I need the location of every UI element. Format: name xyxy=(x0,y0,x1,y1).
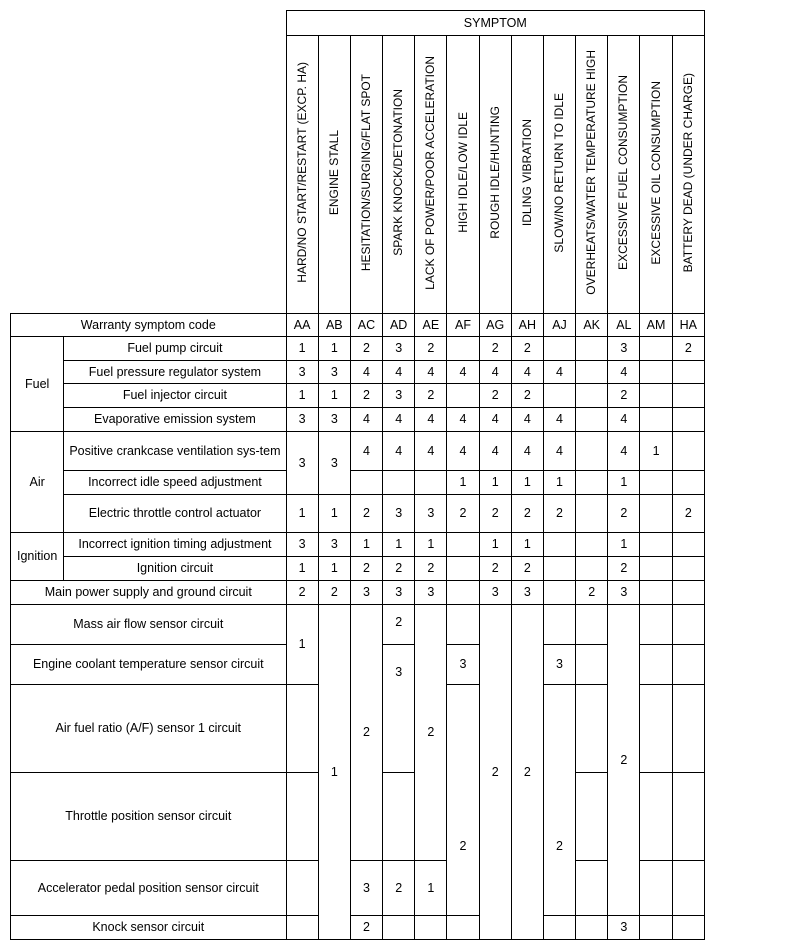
value-cell: 1 xyxy=(415,533,447,557)
value-cell: 2 xyxy=(543,685,575,916)
code-cell: AJ xyxy=(543,314,575,337)
row-label: Knock sensor circuit xyxy=(11,916,287,940)
value-cell: 4 xyxy=(415,361,447,384)
value-cell: 4 xyxy=(350,361,382,384)
code-cell: AA xyxy=(286,314,318,337)
code-cell: AK xyxy=(576,314,608,337)
value-cell xyxy=(640,337,672,361)
value-cell: 1 xyxy=(640,432,672,471)
value-cell xyxy=(350,471,382,495)
table-row xyxy=(11,471,705,495)
value-cell: 1 xyxy=(318,557,350,581)
value-cell xyxy=(640,861,672,916)
value-cell: 3 xyxy=(350,581,382,605)
value-cell xyxy=(672,557,704,581)
value-cell: 4 xyxy=(447,432,479,471)
value-cell xyxy=(576,337,608,361)
value-cell: 4 xyxy=(350,408,382,432)
value-cell xyxy=(576,685,608,773)
row-label: Incorrect idle speed adjustment xyxy=(64,471,286,495)
value-cell xyxy=(543,533,575,557)
value-cell xyxy=(286,773,318,861)
value-cell: 4 xyxy=(543,408,575,432)
value-cell: 3 xyxy=(415,581,447,605)
value-cell xyxy=(672,773,704,861)
code-cell: AE xyxy=(415,314,447,337)
value-cell xyxy=(543,557,575,581)
table-row xyxy=(11,557,705,581)
value-cell xyxy=(576,408,608,432)
value-cell xyxy=(415,916,447,940)
value-cell xyxy=(576,645,608,685)
value-cell: 3 xyxy=(318,361,350,384)
table-row xyxy=(11,337,705,361)
value-cell: 3 xyxy=(511,581,543,605)
row-label: Air fuel ratio (A/F) sensor 1 circuit xyxy=(11,685,287,773)
value-cell xyxy=(543,337,575,361)
value-cell: 3 xyxy=(479,581,511,605)
value-cell xyxy=(576,361,608,384)
value-cell: 3 xyxy=(447,645,479,685)
col-header-ah: IDLING VIBRATION xyxy=(511,36,543,314)
value-cell: 2 xyxy=(415,384,447,408)
value-cell xyxy=(672,408,704,432)
group-label-fuel: Fuel xyxy=(11,337,64,432)
value-cell xyxy=(640,605,672,645)
code-cell: AB xyxy=(318,314,350,337)
value-cell: 1 xyxy=(286,384,318,408)
value-cell: 4 xyxy=(415,408,447,432)
value-cell: 2 xyxy=(415,557,447,581)
value-cell: 1 xyxy=(286,605,318,685)
code-cell: AH xyxy=(511,314,543,337)
value-cell: 3 xyxy=(608,581,640,605)
value-cell xyxy=(640,773,672,861)
value-cell xyxy=(576,861,608,916)
value-cell: 2 xyxy=(672,495,704,533)
value-cell: 4 xyxy=(511,432,543,471)
code-cell: AF xyxy=(447,314,479,337)
value-cell xyxy=(672,384,704,408)
table-row xyxy=(11,581,705,605)
row-label: Incorrect ignition timing adjustment xyxy=(64,533,286,557)
col-header-af: HIGH IDLE/LOW IDLE xyxy=(447,36,479,314)
value-cell: 2 xyxy=(608,557,640,581)
value-cell: 3 xyxy=(350,861,382,916)
group-label-ignition: Ignition xyxy=(11,533,64,581)
value-cell: 4 xyxy=(511,361,543,384)
value-cell: 3 xyxy=(318,533,350,557)
value-cell: 2 xyxy=(511,605,543,940)
code-cell: AG xyxy=(479,314,511,337)
col-header-ak: OVERHEATS/WATER TEMPERATURE HIGH xyxy=(576,36,608,314)
value-cell: 3 xyxy=(415,495,447,533)
value-cell: 1 xyxy=(286,495,318,533)
value-cell xyxy=(672,685,704,773)
value-cell xyxy=(576,605,608,645)
value-cell: 2 xyxy=(286,581,318,605)
value-cell: 3 xyxy=(286,361,318,384)
col-header-aj: SLOW/NO RETURN TO IDLE xyxy=(543,36,575,314)
value-cell xyxy=(383,916,415,940)
value-cell: 1 xyxy=(318,605,350,940)
value-cell: 2 xyxy=(608,605,640,916)
value-cell xyxy=(672,645,704,685)
value-cell xyxy=(447,533,479,557)
value-cell: 2 xyxy=(447,495,479,533)
value-cell xyxy=(447,337,479,361)
table-row xyxy=(11,495,705,533)
value-cell xyxy=(447,916,479,940)
value-cell: 2 xyxy=(543,495,575,533)
value-cell: 2 xyxy=(350,337,382,361)
group-label-air: Air xyxy=(11,432,64,533)
value-cell: 4 xyxy=(447,408,479,432)
col-header-ae: LACK OF POWER/POOR ACCELERATION xyxy=(415,36,447,314)
col-header-aa: HARD/NO START/RESTART (EXCP. HA) xyxy=(286,36,318,314)
value-cell: 1 xyxy=(318,384,350,408)
value-cell xyxy=(383,471,415,495)
value-cell: 3 xyxy=(608,337,640,361)
col-header-ac: HESITATION/SURGING/FLAT SPOT xyxy=(350,36,382,314)
value-cell xyxy=(383,773,415,861)
value-cell: 2 xyxy=(511,337,543,361)
value-cell: 2 xyxy=(383,861,415,916)
code-cell: AL xyxy=(608,314,640,337)
symptom-title: SYMPTOM xyxy=(286,11,704,36)
value-cell xyxy=(576,916,608,940)
table-row xyxy=(11,861,705,916)
value-cell xyxy=(672,861,704,916)
value-cell: 4 xyxy=(608,408,640,432)
value-cell: 2 xyxy=(415,337,447,361)
value-cell xyxy=(640,408,672,432)
value-cell: 4 xyxy=(543,432,575,471)
value-cell: 4 xyxy=(479,408,511,432)
value-cell xyxy=(640,384,672,408)
value-cell xyxy=(640,557,672,581)
table-row xyxy=(11,533,705,557)
col-header-am: EXCESSIVE OIL CONSUMPTION xyxy=(640,36,672,314)
row-label: Mass air flow sensor circuit xyxy=(11,605,287,645)
value-cell xyxy=(576,432,608,471)
value-cell: 2 xyxy=(350,384,382,408)
row-label: Main power supply and ground circuit xyxy=(11,581,287,605)
col-header-al: EXCESSIVE FUEL CONSUMPTION xyxy=(608,36,640,314)
row-label: Electric throttle control actuator xyxy=(64,495,286,533)
value-cell: 2 xyxy=(318,581,350,605)
value-cell xyxy=(576,557,608,581)
col-header-ag: ROUGH IDLE/HUNTING xyxy=(479,36,511,314)
value-cell xyxy=(543,916,575,940)
value-cell xyxy=(286,861,318,916)
value-cell: 1 xyxy=(479,471,511,495)
row-label: Evaporative emission system xyxy=(64,408,286,432)
value-cell xyxy=(286,916,318,940)
row-label: Fuel pump circuit xyxy=(64,337,286,361)
value-cell: 2 xyxy=(479,605,511,940)
value-cell: 4 xyxy=(383,361,415,384)
value-cell: 3 xyxy=(286,533,318,557)
warranty-code-row xyxy=(11,314,705,337)
value-cell: 2 xyxy=(383,605,415,645)
value-cell xyxy=(576,471,608,495)
value-cell: 3 xyxy=(286,408,318,432)
row-label: Positive crankcase ventilation sys-tem xyxy=(64,432,286,471)
value-cell: 1 xyxy=(479,533,511,557)
col-header-ab: ENGINE STALL xyxy=(318,36,350,314)
value-cell xyxy=(576,533,608,557)
value-cell: 3 xyxy=(383,581,415,605)
row-label: Throttle position sensor circuit xyxy=(11,773,287,861)
value-cell: 1 xyxy=(286,557,318,581)
code-cell: HA xyxy=(672,314,704,337)
value-cell: 4 xyxy=(350,432,382,471)
value-cell: 3 xyxy=(383,495,415,533)
value-cell: 2 xyxy=(350,916,382,940)
table-row xyxy=(11,605,705,645)
code-cell: AD xyxy=(383,314,415,337)
value-cell: 2 xyxy=(576,581,608,605)
value-cell: 3 xyxy=(383,337,415,361)
value-cell xyxy=(543,605,575,645)
value-cell: 2 xyxy=(479,337,511,361)
value-cell: 2 xyxy=(383,557,415,581)
value-cell xyxy=(415,471,447,495)
warranty-code-label: Warranty symptom code xyxy=(11,314,287,337)
value-cell xyxy=(543,581,575,605)
value-cell xyxy=(640,533,672,557)
value-cell: 2 xyxy=(511,384,543,408)
value-cell: 1 xyxy=(447,471,479,495)
value-cell xyxy=(640,916,672,940)
value-cell: 2 xyxy=(672,337,704,361)
value-cell: 3 xyxy=(286,432,318,495)
value-cell: 2 xyxy=(350,605,382,861)
value-cell xyxy=(447,581,479,605)
symptom-matrix-table xyxy=(10,10,705,940)
value-cell xyxy=(447,557,479,581)
value-cell: 1 xyxy=(608,471,640,495)
value-cell: 2 xyxy=(479,557,511,581)
value-cell xyxy=(672,916,704,940)
value-cell xyxy=(640,685,672,773)
table-row xyxy=(11,361,705,384)
value-cell xyxy=(576,773,608,861)
value-cell: 4 xyxy=(415,432,447,471)
value-cell: 1 xyxy=(383,533,415,557)
value-cell: 1 xyxy=(318,337,350,361)
col-header-ad: SPARK KNOCK/DETONATION xyxy=(383,36,415,314)
value-cell: 1 xyxy=(543,471,575,495)
corner-blank xyxy=(11,11,287,314)
value-cell xyxy=(447,384,479,408)
value-cell xyxy=(640,495,672,533)
value-cell xyxy=(640,471,672,495)
row-label: Fuel injector circuit xyxy=(64,384,286,408)
value-cell: 1 xyxy=(511,533,543,557)
value-cell: 3 xyxy=(318,408,350,432)
value-cell: 2 xyxy=(608,495,640,533)
value-cell: 1 xyxy=(286,337,318,361)
value-cell: 4 xyxy=(479,432,511,471)
value-cell: 2 xyxy=(511,495,543,533)
value-cell: 3 xyxy=(608,916,640,940)
value-cell xyxy=(640,645,672,685)
row-label: Fuel pressure regulator system xyxy=(64,361,286,384)
table-row xyxy=(11,432,705,471)
value-cell: 2 xyxy=(415,605,447,861)
value-cell xyxy=(576,495,608,533)
col-header-ha: BATTERY DEAD (UNDER CHARGE) xyxy=(672,36,704,314)
row-label: Engine coolant temperature sensor circuit xyxy=(11,645,287,685)
value-cell xyxy=(672,605,704,645)
value-cell: 4 xyxy=(608,432,640,471)
value-cell: 3 xyxy=(383,645,415,773)
value-cell: 4 xyxy=(543,361,575,384)
value-cell: 3 xyxy=(383,384,415,408)
value-cell: 3 xyxy=(318,432,350,495)
value-cell: 4 xyxy=(511,408,543,432)
value-cell: 4 xyxy=(383,408,415,432)
row-label: Accelerator pedal position sensor circuit xyxy=(11,861,287,916)
value-cell xyxy=(543,384,575,408)
value-cell: 1 xyxy=(415,861,447,916)
value-cell xyxy=(447,605,479,645)
value-cell xyxy=(672,361,704,384)
value-cell xyxy=(640,361,672,384)
value-cell: 2 xyxy=(350,495,382,533)
value-cell xyxy=(672,581,704,605)
value-cell: 2 xyxy=(608,384,640,408)
value-cell: 4 xyxy=(383,432,415,471)
value-cell: 4 xyxy=(608,361,640,384)
value-cell: 1 xyxy=(318,495,350,533)
code-cell: AM xyxy=(640,314,672,337)
table-row xyxy=(11,916,705,940)
value-cell xyxy=(576,384,608,408)
value-cell xyxy=(672,471,704,495)
value-cell xyxy=(286,685,318,773)
value-cell: 1 xyxy=(608,533,640,557)
value-cell: 4 xyxy=(447,361,479,384)
table-row xyxy=(11,408,705,432)
value-cell xyxy=(640,581,672,605)
row-label: Ignition circuit xyxy=(64,557,286,581)
code-cell: AC xyxy=(350,314,382,337)
value-cell: 3 xyxy=(543,645,575,685)
value-cell: 2 xyxy=(479,384,511,408)
value-cell: 2 xyxy=(479,495,511,533)
value-cell: 4 xyxy=(479,361,511,384)
value-cell xyxy=(672,432,704,471)
value-cell: 2 xyxy=(350,557,382,581)
value-cell xyxy=(672,533,704,557)
value-cell: 1 xyxy=(350,533,382,557)
table-row xyxy=(11,384,705,408)
value-cell: 2 xyxy=(447,685,479,916)
value-cell: 2 xyxy=(511,557,543,581)
value-cell: 1 xyxy=(511,471,543,495)
